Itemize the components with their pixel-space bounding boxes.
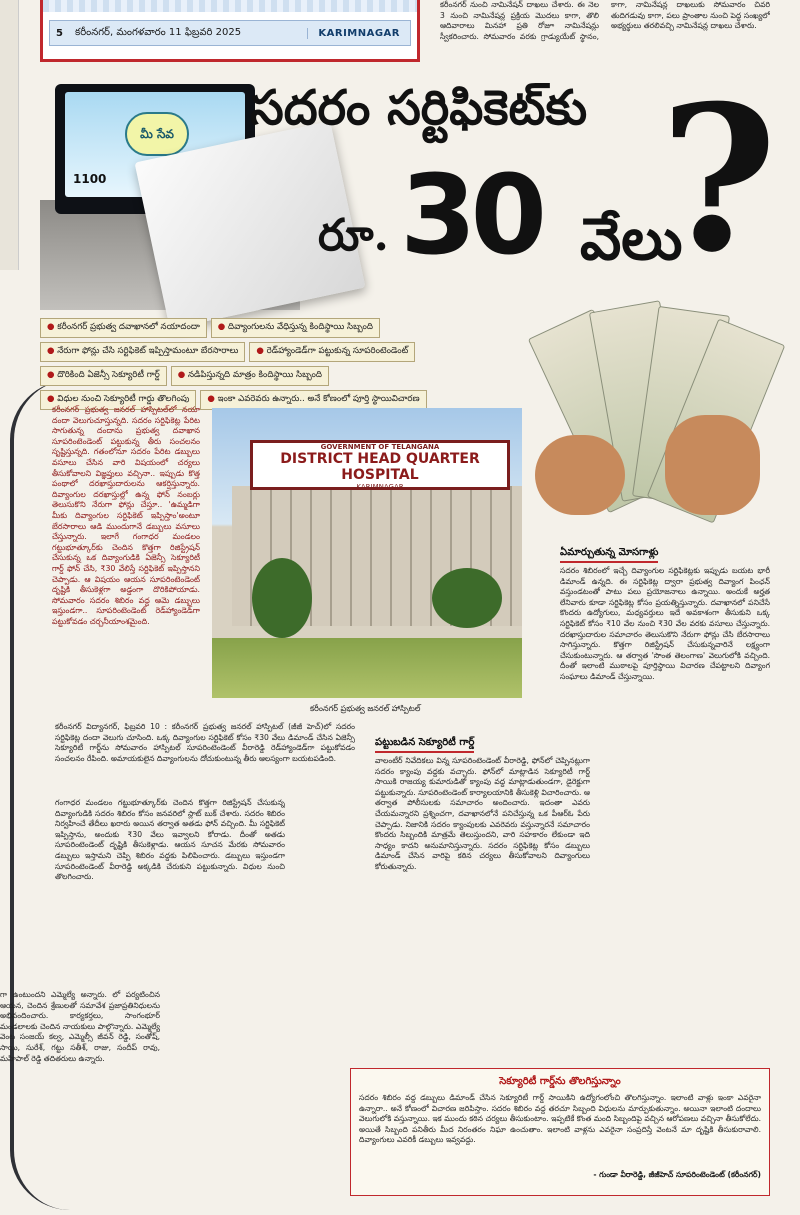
lawn [212,638,522,698]
highlight-item: ● నడిపిస్తున్నది మాత్రం కిందిస్థాయి సిబ్బంది [171,366,329,386]
quote-box-text: సదరం శిబిరం వద్ద డబ్బులు డిమాండ్ చేసిన సెక్యూరిటీ గార్డ్ సాయికిని ఉద్యోగంలోంచి తొలగిస్తున్నాం. ఇలాంటి వాళ్లు ఇంకా ఎవరైనా ఉన్నారా.. అనే కోణంలో విచారణ జరిపిస్తాం. సదరం శిబిరం వద్ద తరచూ సిబ్బంది విధులను మార్పుకుతున్నాం. అయినా ఇలాంటి దందాలు వెలుగులోకి వస్తున్నాయి. ఇక ముందు కఠిన చర్యలు తీసుకుంటాం. ఇప్పటికే కొంత మంది సిబ్బందిపై వచ్చిన ఆరోపణలు వచ్చినా తీసుకోలేదు. అయితే సిబ్బంది పనితీరు మీద నిరంతరం నిఘా ఉంచుతాం. ఇలాంటి వాళ్లను ఎవరైనా సంప్రదిస్తే వెంటనే మా దృష్టికి తీసుకురావాలి. దివ్యాంగులు ఎవరికీ డబ్బులు ఇవ్వవద్దు. [359,1093,761,1145]
hospital-signboard [250,440,510,490]
adjacent-page-strip [0,0,19,270]
screen-amount: 1100 [73,172,107,186]
headline-question-mark: ? [660,62,778,297]
highlight-item: ● దివ్యాంగులను వేధిస్తున్న కిందిస్థాయి సిబ్బంది [211,318,380,338]
headline-currency: రూ. [318,210,389,261]
headline-amount: 30 [400,151,542,279]
highlights-box [40,318,520,414]
sign-hospital-name: DISTRICT HEAD QUARTER HOSPITAL [280,451,480,483]
adjacent-article [0,990,160,1210]
security-text: వాలంటీర్ నివేదికలు విన్న సూపరింటెండెంట్ వీరారెడ్డి, ఫోన్‌లో చెప్పినట్లుగా సదరం క్యాంపు వద్దకు వచ్చారు. ఫోన్‌లో మాట్లాడిన సెక్యూరిటీ గార్డ్ సాయికి రాజయ్య కుమారుడితో క్యాంపు వద్ద మాట్లాడుతుండగా, డైరెక్టుగా పట్టుకున్నారు. సూపరింటెండెంట్ కార్యాలయానికి తీసుకెళ్లి విచారించారు. ఆ తర్వాత పోలీసులకు సమాచారం అందించారు. ఇదంతా ఎవరు చేయమన్నారని ప్రశ్నించగా, దవాఖానలోనే పనిచేస్తున్న ఒక పీఆర్‌ఓ పేరు చెప్పాడు. నిజానికి సదరం క్యాంపులకు ఎవరెవరు వస్తున్నారనే సమాచారం కొందరు సిబ్బందికి మాత్రమే తెలుస్తుందని, వారి సహకారం లేకుండా ఇది సాధ్యం కాదని అనుమానిస్తున్నారు. సదరం సర్టిఫికెట్ల కోసం డబ్బులు డిమాండ్ చేసిన వారిపై కఠిన చర్యలు తీసుకోవాలని దివ్యాంగులు కోరుతున్నారు. [375,756,590,871]
top-right-text: కరీంనగర్ నుంచి నామినేషన్ దాఖలు చేశారు. ఈ నెల 3 నుంచి నామినేషన్ల ప్రక్రియ మొదలు కాగా, తొలి ఆదివారాలు మినహా ప్రతి రోజూ నామినేషన్లు స్వీకరించారు. సోమవారం వరకు గ్రాడ్యుయేట్ స్థానం, కాగా, నామినేషన్ల దాఖలుకు సోమవారం చివరి తుదిగడువు కాగా, పలు ప్రాంతాల నుంచి పెద్ద సంఖ్యలో అభ్యర్థులు తరలివచ్చి నామినేషన్ల దాఖలు చేశారు. [440,0,770,41]
edition-name: KARIMNAGAR [307,28,410,39]
hand [535,435,625,515]
scam-subheading: ఏమార్చుతున్న మోసగాళ్లు [560,546,658,563]
main-story-lead [55,722,355,796]
intro-text: కరీంనగర్ ప్రభుత్వ జనరల్ హాస్పిటల్‌లో నయా దందా వెలుగుచూస్తున్నది. సదరం సర్టిఫికెట్ల పేరిట సాగుతున్న దందాను ప్రభుత్వ దవాఖాన సూపరింటెండెంట్ పట్టుకున్న తీరు సంచలనం సృష్టిస్తున్నది. గతంలోనూ సదరం పేరిట డబ్బులు వసూలు చేసిన వారి విషయంలో చర్యలు తీసుకోవాలని విజ్ఞప్తులు వచ్చినా.. ఇప్పుడు కొత్త పంథాలో దరఖాస్తుదారులను ఆకర్షిస్తున్నారు. దివ్యాంగుల దరఖాస్తుల్లో ఉన్న ఫోన్ నంబర్లు తెలుసుకొని నేరుగా ఫోన్లు చేస్తూ.. 'ఉమ్మడిగా మీకు దివ్యాంగుల సర్టిఫికెట్ ఇప్పిస్తాం'అంటూ బేరసారాలు ఆడి ముందుగానే డబ్బులు వసూలు చేస్తున్నారు. ఇలాగే గంగాధర మండలం గట్టుభూత్కూర్‌కు చెందిన కొత్తగా రిజిస్ట్రేషన్ చేసుకున్న ఒక దివ్యాంగుడికి ఏజెన్సీ సెక్యూరిటీ గార్డ్ ఫోన్ చేసి, ₹30 వేలిస్తే సర్టిఫికెట్ ఇప్పిస్తానని చెప్పాడు. ఆ విషయం ఆయన సూపరింటెండెంట్ దృష్టికి తీసుకెళ్లగా అడ్డంగా దొరికిపోయాడు. సోమవారం సదరం శిబిరం వద్ద ఆమె డబ్బులు ఇస్తుండగా.. సూపరింటెండెంట్ రెడ్‌హ్యాండెడ్‌గా పట్టుకోవడం చర్చనీయాంశమైంది. [52,405,200,626]
highlight-item: ● కరీంనగర్ ప్రభుత్వ దవాఖానలో నయాదందా [40,318,207,338]
palm-tree [252,558,312,638]
intro-column [52,405,200,705]
highlight-item: ● దొరికింది ఏజెన్సీ సెక్యూరిటీ గార్డ్ [40,366,167,386]
quote-box-title: సెక్యూరిటీ గార్డ్‌ను తొలగిస్తున్నాం [499,1076,621,1087]
superintendent-quote-box [350,1068,770,1196]
adjacent-article-text: గా ఉంటుందని ఎమ్మెల్యే అన్నారు. లో పర్యటించిన ఆయన, చెందిన శ్రేణులతో సమావేశ ప్రజాప్రతినిధులను అభినందించారు. కార్యకర్తలు, సాంగంభూర్ మండలాలకు చెందిన నాయకులు పాల్గొన్నారు. ఎమ్మెల్యే వెంట సంజయ్ కల్వ, ఎమ్మెల్సీ జీవన్ రెడ్డి, సంతోష్, సాయి, సురేశ్, గట్టు సతీశ్, రాజు, సందీప్ రావు, మహిపాల్ రెడ్డి తదితరులు ఉన్నారు. [0,990,160,1063]
highlight-item: ● నేరుగా ఫోన్లు చేసి సర్టిఫికెట్ ఇప్పిస్తామంటూ బేరసారాలు [40,342,245,362]
meeseva-logo: మీ సేవ [125,112,189,156]
scam-section [560,540,770,1061]
photo-caption: కరీంనగర్ ప్రభుత్వ జనరల్ హాస్పిటల్ [310,704,421,713]
quote-box-signature: - గుండా వీరారెడ్డి, జీజీహెచ్ సూపరింటెండెంట్ (కరీంనగర్) [593,1170,761,1179]
palm-tree [432,568,502,628]
masthead-bar [49,20,411,46]
date-line: కరీంనగర్, మంగళవారం 11 ఫిబ్రవరి 2025 [74,27,242,38]
sign-govt: GOVERNMENT OF TELANGANA [320,443,440,451]
scam-text: సదరం శిబిరంలో ఇచ్చే దివ్యాంగుల సర్టిఫికెట్లకు ఇప్పుడు బయట భారీ డిమాండ్ ఉన్నది. ఈ సర్టిఫికెట్ల ద్వారా ప్రభుత్వ దివ్యాంగ పింఛన్ వస్తుండటంతో పాటు పలు ప్రయోజనాలు ఉన్నాయి. అందుకే అర్హత లేనివారు కూడా సర్టిఫికెట్ల కోసం ప్రయత్నిస్తున్నారు. దవాఖానలో పనిచేసే కొందరు ఉద్యోగులు, మధ్యవర్తులు ఇదే అవకాశంగా తీసుకుని ఒక్క సర్టిఫికెట్ కోసం ₹10 వేల నుంచి ₹30 వేల వరకు వసూలు చేస్తున్నారు. దరఖాస్తుదారుల సమాచారం తెలుసుకొని నేరుగా ఫోన్లు చేసి బేరసారాలు సాగిస్తున్నారు. కొత్తగా రిజిస్ట్రేషన్ చేసుకున్నవారినే లక్ష్యంగా చేసుకుంటున్నారు. ఆ తర్వాత 'సొంత తెలంగాణ' వెలుగులోకి వచ్చింది. దీంతో ఇలాంటి ముఠాలపై పూర్తిస్థాయి విచారణ చేపట్టాలని దివ్యాంగ సంఘాలు డిమాండ్ చేస్తున్నాయి. [560,566,770,681]
main-story-text: కరీంనగర్ విద్యానగర్, ఫిబ్రవరి 10 : కరీంనగర్ ప్రభుత్వ జనరల్ హాస్పిటల్ (జీజీ హెచ్)లో సదరం సర్టిఫికెట్ల దందా వెలుగు చూసింది. ఒక్క దివ్యాంగుల సర్టిఫికెట్ కోసం ₹30 వేలు డిమాండ్ చేసిన ఏజెన్సీ సెక్యూరిటీ గార్డ్‌ను సోమవారం హాస్పిటల్ సూపరింటెండెంట్ వీరారెడ్డి రెడ్‌హ్యాండెడ్‌గా పట్టుకోవడం సంచలనం రేపింది. అమాయకులైన దివ్యాంగులను దోచుకుంటున్న తీరు ఆలస్యంగా బయటపడింది. [55,722,355,763]
sign-city: KARIMNAGAR [356,483,404,491]
masthead-stripe [43,0,417,12]
headline-unit: వేలు [580,205,683,273]
highlight-item: ● రెడ్‌హ్యాండెడ్‌గా పట్టుకున్న సూపరింటెండెంట్ [249,342,415,362]
hospital-photo [212,408,522,698]
main-story-cont-text: గంగాధర మండలం గట్టుభూత్కూర్‌కు చెందిన కొత్తగా రిజిస్ట్రేషన్ చేసుకున్న దివ్యాంగుడికి సదరం శిబిరం కోసం జనవరిలో స్లాట్ బుక్ చేశారు. సదరం శిబిరం నిర్వహించే తేదీలు ఖరారు అయిన తర్వాత అతడు ఫోన్ వచ్చింది. మీ సర్టిఫికెట్ ఇప్పిస్తాను, అందుకు ₹30 వేలు ఇవ్వాలని కోరాడు. దీంతో అతడు సూపరింటెండెంట్ దృష్టికి తీసుకెళ్లాడు. ఆయన సూచన మేరకు సోమవారం డబ్బులు ఇస్తామని చెప్పి శిబిరం వద్దకు పిలిపించారు. డబ్బులు ఇస్తుండగా సూపరింటెండెంట్ వీరారెడ్డి అక్కడికి చేరుకుని పట్టుకున్నారు. విధుల నుంచి తొలగించారు. [55,798,285,882]
security-subheading: పట్టుబడిన సెక్యూరిటీ గార్డ్ [375,736,474,753]
masthead [40,0,420,62]
top-right-article [440,0,770,62]
security-guard-section [375,730,590,1076]
highlight-item: ● ఇంకా ఎవరెవరు ఉన్నారు.. అనే కోణంలో పూర్తి స్థాయివిచారణ [200,390,426,410]
currency-notes-photo [495,305,765,525]
page-number: 5 [56,27,63,39]
highlight-item: ● విధుల నుంచి సెక్యూరిటీ గార్డు తొలగింపు [40,390,196,410]
main-story-body [55,798,285,988]
headline-line1: సదరం సర్టిఫికెట్‌కు [250,80,588,136]
hand [665,415,760,515]
